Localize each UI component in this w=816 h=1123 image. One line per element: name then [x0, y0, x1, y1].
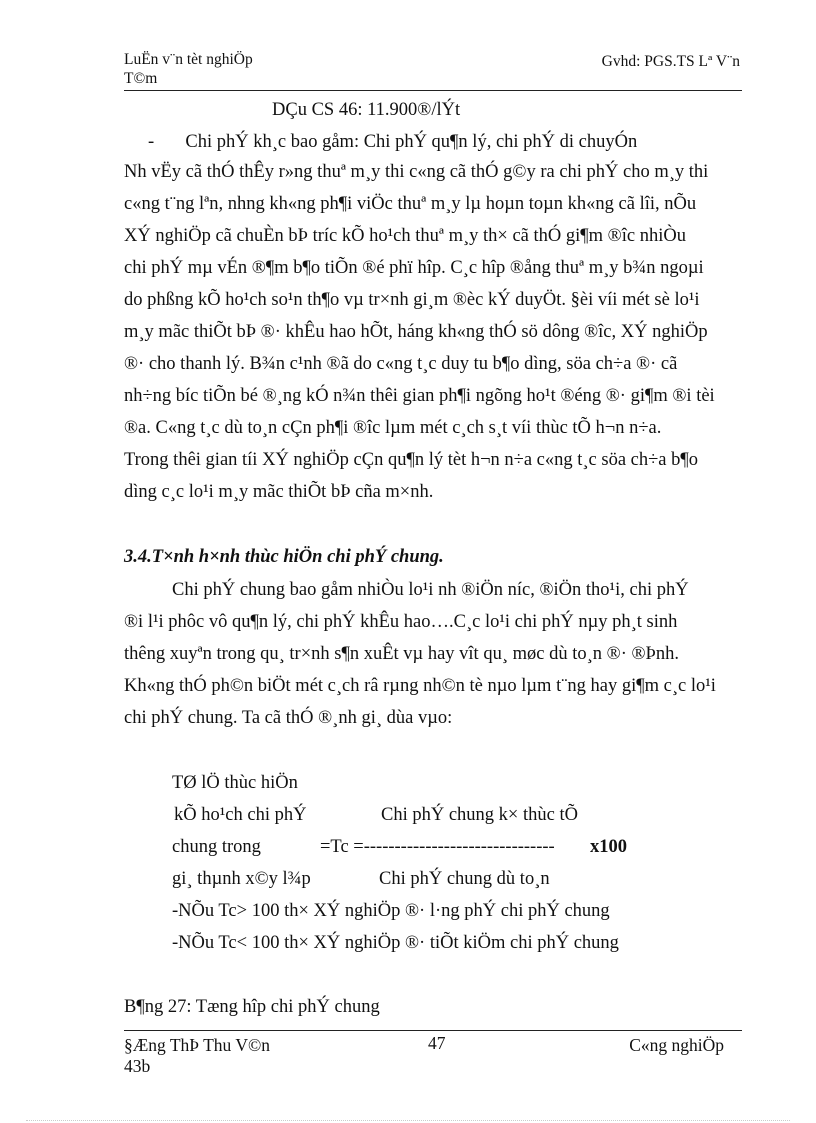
paragraph-1-line: ®a. C«ng t¸c dù to¸n cÇn ph¶i ®îc lµm mét c¸ch s¸t víi thùc tÕ h¬n n÷a.	[124, 418, 662, 438]
formula-rule-over: -NÕu Tc> 100 th× XÝ nghiÖp ®· l·ng phÝ chi phÝ chung	[172, 901, 610, 921]
formula-label-line: chung trong	[172, 837, 261, 857]
paragraph-2	[124, 574, 742, 734]
paragraph-2-line: Kh«ng thÓ ph©n biÖt mét c¸ch râ rµng nh©n tè nµo lµm t¨ng hay gi¶m c¸c lo¹i	[124, 676, 716, 696]
formula-rule-under: -NÕu Tc< 100 th× XÝ nghiÖp ®· tiÕt kiÖm chi phÝ chung	[172, 933, 619, 953]
footer-department: C«ng nghiÖp	[629, 1035, 724, 1055]
intro-line: DÇu CS 46: 11.900®/lÝt	[272, 100, 461, 120]
paragraph-1	[124, 156, 742, 508]
formula-denominator: Chi phÝ chung dù to¸n	[379, 869, 550, 889]
footer-author	[124, 1035, 270, 1077]
header-left-line2: T©m	[124, 70, 158, 87]
header-advisor: Gvhd: PGS.TS Lª V¨n	[601, 53, 740, 70]
header-thesis-title	[124, 50, 253, 88]
formula-row	[124, 895, 742, 927]
paragraph-1-line: dìng c¸c lo¹i m¸y mãc thiÕt bÞ cña m×nh.	[124, 482, 434, 502]
formula-numerator: Chi phÝ chung k× thùc tÕ	[381, 805, 578, 825]
formula-row	[124, 863, 742, 895]
page-number: 47	[428, 1033, 446, 1053]
paragraph-1-line: chi phÝ mµ vÉn ®¶m b¶o tiÕn ®é phï hîp. C¸c hîp ®ång thuª m¸y b¾n ngoµi	[124, 258, 704, 278]
bullet-line	[124, 126, 742, 158]
formula-label-line: TØ lÖ thùc hiÖn	[172, 773, 298, 793]
formula-block	[124, 767, 742, 959]
formula-row	[124, 799, 742, 831]
paragraph-1-line: Trong thêi gian tíi XÝ nghiÖp cÇn qu¶n lý tèt h¬n n÷a c«ng t¸c söa ch÷a b¶o	[124, 450, 698, 470]
formula-row	[124, 927, 742, 959]
header-left-line1: LuËn v¨n tèt nghiÖp	[124, 51, 253, 68]
footer-author-class: 43b	[124, 1056, 151, 1076]
section-heading: 3.4.T×nh h×nh thùc hiÖn chi phÝ chung.	[124, 547, 444, 567]
formula-multiplier: x100	[590, 837, 627, 857]
formula-row	[124, 767, 742, 799]
bullet-dash: -	[148, 132, 155, 152]
formula-row	[124, 831, 742, 863]
bullet-text: Chi phÝ kh¸c bao gåm: Chi phÝ qu¶n lý, chi phÝ di chuyÓn	[185, 132, 638, 152]
paragraph-2-line: chi phÝ chung. Ta cã thÓ ®¸nh gi¸ dùa vµo:	[124, 708, 453, 728]
formula-label-line: kÕ ho¹ch chi phÝ	[174, 805, 307, 825]
paragraph-1-line: ®· cho thanh lý. B¾n c¹nh ®ã do c«ng t¸c duy tu b¶o dìng, söa ch÷a ®· cã	[124, 354, 678, 374]
page-header	[124, 50, 742, 90]
formula-label-line: gi¸ thµnh x©y l¾p	[172, 869, 311, 889]
table-title: B¶ng 27: Tæng hîp chi phÝ chung	[124, 997, 380, 1017]
page-bottom-border	[26, 1120, 790, 1121]
header-divider	[124, 90, 742, 91]
intro-block	[124, 94, 742, 158]
paragraph-1-line: Nh vËy cã thÓ thÊy r»ng thuª m¸y thi c«ng cã thÓ g©y ra chi phÝ cho m¸y thi	[124, 162, 709, 182]
paragraph-1-line: m¸y mãc thiÕt bÞ ®· khÊu hao hÕt, háng kh«ng thÓ sö dông ®îc, XÝ nghiÖp	[124, 322, 708, 342]
paragraph-1-line: nh÷ng bíc tiÕn bé ®¸ng kÓ n¾n thêi gian ph¶i ngõng ho¹t ®éng ®· gi¶m ®i tèi	[124, 386, 715, 406]
paragraph-2-line: thêng xuyªn trong qu¸ tr×nh s¶n xuÊt vµ hay vît qu¸ møc dù to¸n ®· ®Þnh.	[124, 644, 679, 664]
paragraph-1-line: c«ng t¨ng lªn, nhng kh«ng ph¶i viÖc thuª m¸y lµ hoµn toµn kh«ng cã lîi, nÕu	[124, 194, 697, 214]
footer-divider	[124, 1030, 742, 1031]
paragraph-2-line: ®i l¹i phôc vô qu¶n lý, chi phÝ khÊu hao….C¸c lo¹i chi phÝ nµy ph¸t sinh	[124, 612, 678, 632]
paragraph-2-line: Chi phÝ chung bao gåm nhiÒu lo¹i nh ®iÖn níc, ®iÖn tho¹i, chi phÝ	[172, 580, 689, 600]
footer-author-name: §Æng ThÞ Thu V©n	[124, 1035, 271, 1055]
formula-equals: =Tc =-------------------------------	[320, 837, 555, 857]
paragraph-1-line: do phßng kÕ ho¹ch so¹n th¶o vµ tr×nh gi¸m ®èc kÝ duyÖt. §èi víi mét sè lo¹i	[124, 290, 700, 310]
paragraph-1-line: XÝ nghiÖp cã chuÈn bÞ tríc kÕ ho¹ch thuª m¸y th× cã thÓ gi¶m ®îc nhiÒu	[124, 226, 686, 246]
